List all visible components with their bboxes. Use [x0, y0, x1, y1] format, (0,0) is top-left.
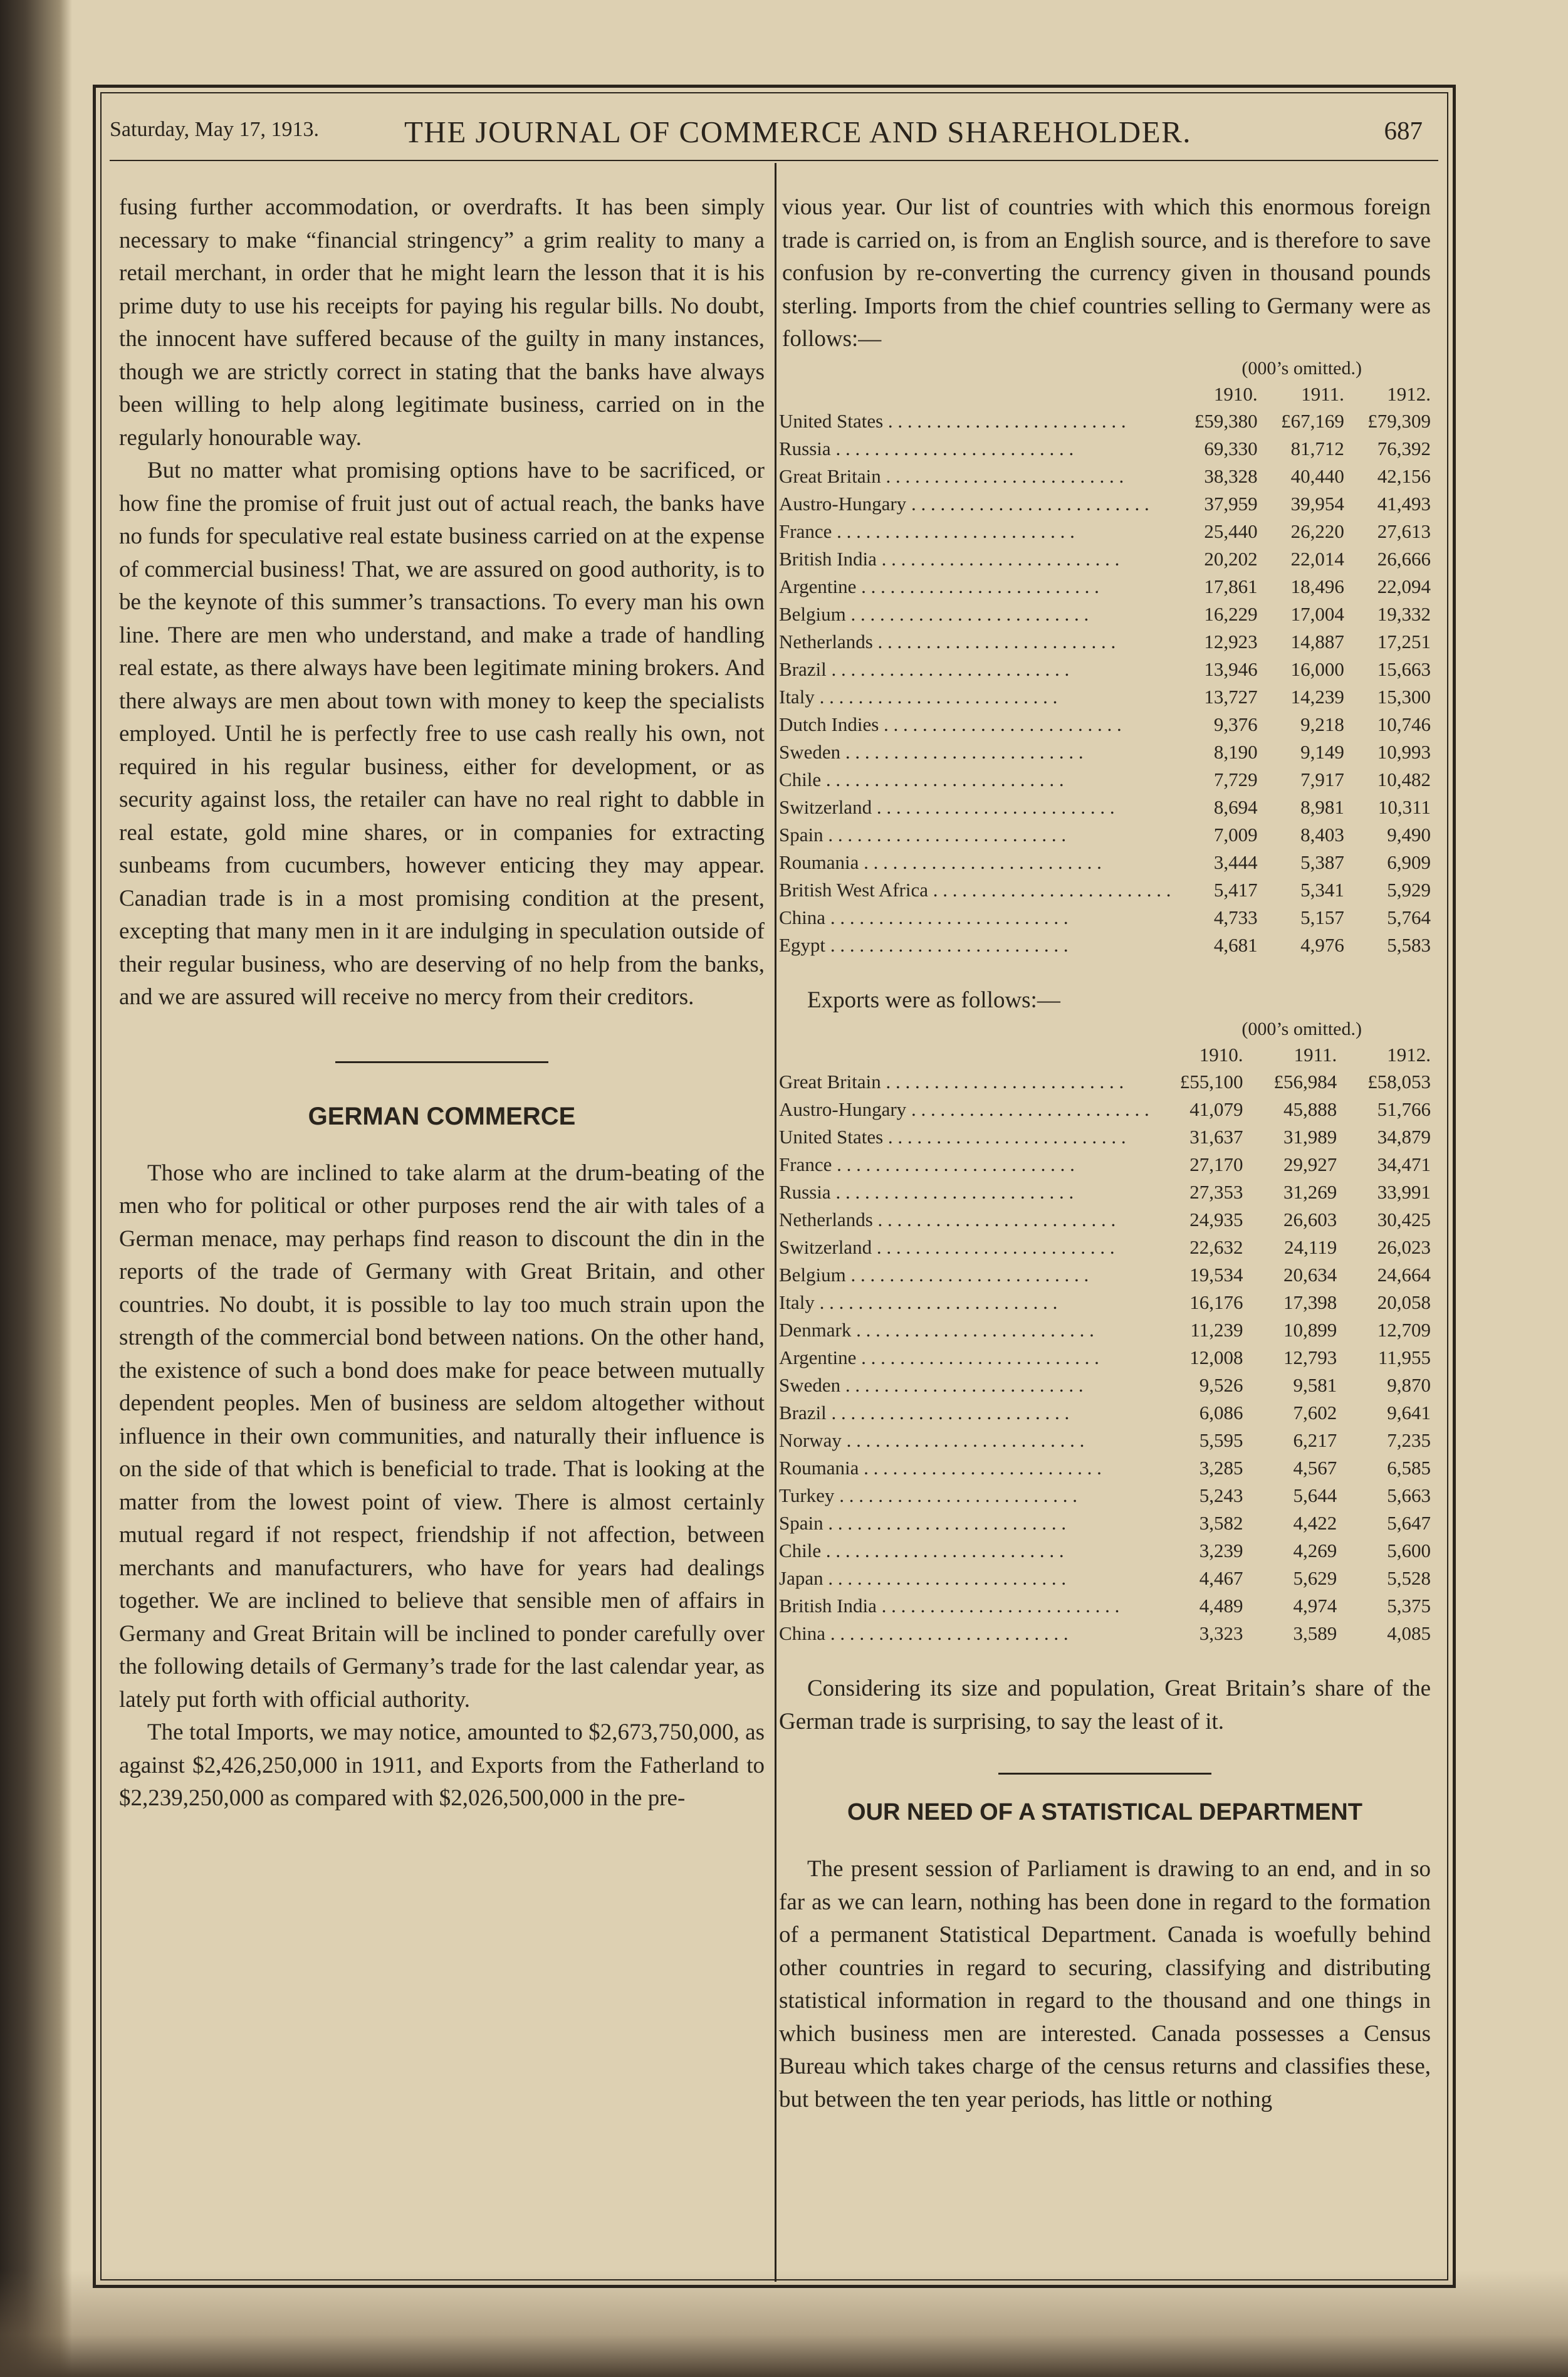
- country-name: Denmark . . . . . . . . . . . . . . . . . . . . . . . . .: [779, 1319, 1094, 1341]
- dot-leader: . . . . . . . . . . . . . . . . . . . . . . . . .: [825, 933, 1069, 956]
- trade-value: 31,989: [1283, 1126, 1337, 1148]
- table-row: [779, 435, 1431, 463]
- trade-value: 3,444: [1213, 851, 1258, 873]
- trade-value: 17,861: [1204, 575, 1258, 597]
- trade-value: 42,156: [1377, 464, 1431, 487]
- country-name: Spain . . . . . . . . . . . . . . . . . . . . . . . . .: [779, 1512, 1067, 1534]
- trade-value: 18,496: [1290, 575, 1344, 597]
- trade-value: 8,694: [1213, 795, 1258, 818]
- trade-value: £59,380: [1194, 409, 1258, 432]
- table-row: [779, 1565, 1431, 1592]
- table-row: [779, 931, 1431, 959]
- article-paragraph: vious year. Our list of countries with which this enormous foreign trade is carried on, is from an English source, and is therefore to save confusion by re-converting the currency given in thousand pounds sterling. Imports from the chief countries selling to Germany were as follows:—: [782, 194, 1431, 352]
- country-name: Roumania . . . . . . . . . . . . . . . . . . . . . . . . .: [779, 1457, 1102, 1479]
- table-row: [779, 794, 1431, 821]
- dot-leader: . . . . . . . . . . . . . . . . . . . . . . . . .: [832, 520, 1075, 542]
- dot-leader: . . . . . . . . . . . . . . . . . . . . . . . . .: [841, 1429, 1085, 1451]
- table-row: [779, 1096, 1431, 1123]
- table-row: [779, 904, 1431, 931]
- trade-value: 51,766: [1377, 1098, 1431, 1120]
- trade-value: 4,489: [1199, 1595, 1243, 1617]
- trade-value: 27,353: [1189, 1181, 1243, 1203]
- book-binding-shadow: [0, 0, 72, 2377]
- country-name: Switzerland . . . . . . . . . . . . . . . . . . . . . . . . .: [779, 1236, 1115, 1258]
- trade-value: 69,330: [1204, 437, 1258, 459]
- dot-leader: . . . . . . . . . . . . . . . . . . . . . . . . .: [834, 1484, 1077, 1506]
- trade-value: 33,991: [1377, 1181, 1431, 1203]
- table-row: [779, 1509, 1431, 1537]
- table-row: [779, 766, 1431, 794]
- table-row: [779, 656, 1431, 683]
- trade-value: £58,053: [1367, 1071, 1431, 1093]
- table-row: [779, 849, 1431, 876]
- table-row: [779, 1344, 1431, 1372]
- country-name: Brazil . . . . . . . . . . . . . . . . . . . . . . . . .: [779, 1402, 1070, 1424]
- trade-value: 31,269: [1283, 1181, 1337, 1203]
- table-row: [779, 1178, 1431, 1206]
- trade-value: 24,119: [1284, 1236, 1337, 1258]
- table-row: [779, 1482, 1431, 1509]
- trade-value: 26,666: [1377, 547, 1431, 570]
- trade-value: 9,218: [1300, 713, 1344, 735]
- trade-value: 8,190: [1213, 740, 1258, 763]
- dot-leader: . . . . . . . . . . . . . . . . . . . . . . . . .: [906, 1098, 1149, 1120]
- dot-leader: . . . . . . . . . . . . . . . . . . . . . . . . .: [906, 492, 1149, 515]
- trade-value: 10,746: [1377, 713, 1431, 735]
- trade-value: 7,917: [1300, 768, 1344, 790]
- trade-value: 17,004: [1290, 602, 1344, 625]
- trade-value: 4,974: [1293, 1595, 1337, 1617]
- trade-value: 3,589: [1293, 1622, 1337, 1644]
- trade-value: 22,014: [1290, 547, 1344, 570]
- country-name: Austro-Hungary . . . . . . . . . . . . . . . . . . . . . . . . .: [779, 492, 1149, 515]
- dot-leader: . . . . . . . . . . . . . . . . . . . . . . . . .: [821, 768, 1064, 790]
- trade-value: 16,229: [1204, 602, 1258, 625]
- dot-leader: . . . . . . . . . . . . . . . . . . . . . . . . .: [876, 1595, 1120, 1617]
- country-name: British West Africa . . . . . . . . . . . . . . . . . . . . . . . . .: [779, 878, 1171, 901]
- dot-leader: . . . . . . . . . . . . . . . . . . . . . . . . .: [814, 685, 1058, 708]
- dot-leader: . . . . . . . . . . . . . . . . . . . . . . . . .: [879, 713, 1122, 735]
- trade-value: 29,927: [1283, 1153, 1337, 1175]
- table-row: [779, 1427, 1431, 1454]
- trade-value: 45,888: [1283, 1098, 1337, 1120]
- country-name: Netherlands . . . . . . . . . . . . . . . . . . . . . . . . .: [779, 630, 1116, 653]
- dot-leader: . . . . . . . . . . . . . . . . . . . . . . . . .: [845, 602, 1089, 625]
- country-name: Brazil . . . . . . . . . . . . . . . . . . . . . . . . .: [779, 658, 1070, 680]
- table-row: [779, 518, 1431, 545]
- imports-table: [779, 381, 1431, 959]
- trade-value: 14,239: [1290, 685, 1344, 708]
- trade-value: 3,323: [1199, 1622, 1243, 1644]
- country-name: Belgium . . . . . . . . . . . . . . . . . . . . . . . . .: [779, 602, 1089, 625]
- country-name: France . . . . . . . . . . . . . . . . . . . . . . . . .: [779, 1153, 1075, 1175]
- year-label: 1912.: [1387, 382, 1431, 405]
- trade-value: 5,341: [1300, 878, 1344, 901]
- trade-value: 6,585: [1387, 1457, 1431, 1479]
- table-row: [779, 1537, 1431, 1565]
- country-name: Belgium . . . . . . . . . . . . . . . . . . . . . . . . .: [779, 1264, 1089, 1286]
- dot-leader: . . . . . . . . . . . . . . . . . . . . . . . . .: [881, 464, 1124, 487]
- trade-value: 4,269: [1293, 1540, 1337, 1561]
- header-rule: [110, 160, 1438, 161]
- trade-value: 11,239: [1190, 1319, 1243, 1341]
- trade-value: 9,870: [1387, 1374, 1431, 1396]
- country-name: United States . . . . . . . . . . . . . . . . . . . . . . . . .: [779, 409, 1126, 432]
- table-row: [779, 711, 1431, 738]
- imports-units-note: (000’s omitted.): [1241, 357, 1362, 379]
- trade-value: 5,157: [1300, 906, 1344, 928]
- table-row: [779, 1454, 1431, 1482]
- country-name: Great Britain . . . . . . . . . . . . . . . . . . . . . . . . .: [779, 1071, 1124, 1093]
- trade-value: 5,417: [1213, 878, 1258, 901]
- country-name: Italy . . . . . . . . . . . . . . . . . . . . . . . . .: [779, 685, 1058, 708]
- section-heading-german-commerce: GERMAN COMMERCE: [308, 1102, 576, 1130]
- trade-value: 27,613: [1377, 520, 1431, 542]
- dot-leader: . . . . . . . . . . . . . . . . . . . . . . . . .: [825, 906, 1069, 928]
- dot-leader: . . . . . . . . . . . . . . . . . . . . . . . . .: [883, 409, 1126, 432]
- column-divider: [775, 163, 776, 2282]
- year-label: 1910.: [1213, 382, 1258, 405]
- country-name: Roumania . . . . . . . . . . . . . . . . . . . . . . . . .: [779, 851, 1102, 873]
- trade-value: 40,440: [1290, 464, 1344, 487]
- trade-value: 9,581: [1293, 1374, 1337, 1396]
- trade-value: 4,567: [1293, 1457, 1337, 1479]
- dot-leader: . . . . . . . . . . . . . . . . . . . . . . . . .: [851, 1319, 1094, 1341]
- article-paragraph: But no matter what promising options have to be sacrificed, or how fine the promise of fruit just out of actual reach, the banks have no funds for speculative real estate business carried on at the expense of commercial business! That, we are assured on good authority, is to be the keynote of this summer’s transactions. To every man his own line. There are men who understand, and make a trade of handling real estate, as there always have been legitimate mining brokers. And there always are men about town with money to keep the specialists employed. Until he is perfectly free to use cash really his own, not required in his regular business, either for development, or as security against loss, the retailer can have no real right to dabble in real estate, gold mine shares, or in companies for extracting sunbeams from cucumbers, however enticing they may appear. Canadian trade is in a most promising condition at the present, excepting that many men in it are indulging in speculation outside of their regular business, who are deserving of no help from the banks, and we are assured will receive no mercy from their creditors.: [119, 458, 765, 1010]
- exports-intro: Exports were as follows:—: [807, 987, 1060, 1013]
- page-number: 687: [1384, 116, 1423, 145]
- trade-value: £55,100: [1179, 1071, 1243, 1093]
- year-header-row: [779, 381, 1431, 407]
- trade-value: 9,641: [1387, 1402, 1431, 1424]
- exports-table: [779, 1042, 1431, 1647]
- trade-value: 26,023: [1377, 1236, 1431, 1258]
- trade-value: 4,733: [1213, 906, 1258, 928]
- trade-value: 24,935: [1189, 1209, 1243, 1230]
- table-row: [779, 463, 1431, 490]
- trade-value: 26,603: [1283, 1209, 1337, 1230]
- trade-value: 17,251: [1377, 630, 1431, 653]
- trade-value: 9,490: [1387, 823, 1431, 846]
- trade-value: 5,375: [1387, 1595, 1431, 1617]
- trade-value: 3,239: [1199, 1540, 1243, 1561]
- trade-value: 20,202: [1204, 547, 1258, 570]
- country-name: Turkey . . . . . . . . . . . . . . . . . . . . . . . . .: [779, 1484, 1077, 1506]
- table-row: [779, 1399, 1431, 1427]
- country-name: France . . . . . . . . . . . . . . . . . . . . . . . . .: [779, 520, 1075, 542]
- exports-units-note: (000’s omitted.): [1241, 1019, 1362, 1039]
- table-row: [779, 738, 1431, 766]
- country-name: Switzerland . . . . . . . . . . . . . . . . . . . . . . . . .: [779, 795, 1115, 818]
- right-column: [779, 191, 1431, 2116]
- country-name: Spain . . . . . . . . . . . . . . . . . . . . . . . . .: [779, 823, 1067, 846]
- dot-leader: . . . . . . . . . . . . . . . . . . . . . . . . .: [823, 823, 1067, 846]
- trade-value: £67,169: [1281, 409, 1344, 432]
- country-name: Netherlands . . . . . . . . . . . . . . . . . . . . . . . . .: [779, 1209, 1116, 1230]
- dot-leader: . . . . . . . . . . . . . . . . . . . . . . . . .: [830, 1181, 1074, 1203]
- section-separator: [998, 1773, 1211, 1775]
- dot-leader: . . . . . . . . . . . . . . . . . . . . . . . . .: [876, 547, 1120, 570]
- table-row: [779, 601, 1431, 628]
- trade-value: 3,285: [1199, 1457, 1243, 1479]
- dot-leader: . . . . . . . . . . . . . . . . . . . . . . . . .: [825, 1622, 1069, 1644]
- dot-leader: . . . . . . . . . . . . . . . . . . . . . . . . .: [872, 630, 1116, 653]
- trade-value: 17,398: [1283, 1291, 1337, 1313]
- trade-value: 6,909: [1387, 851, 1431, 873]
- country-name: China . . . . . . . . . . . . . . . . . . . . . . . . .: [779, 906, 1069, 928]
- section-heading-statistical-department: OUR NEED OF A STATISTICAL DEPARTMENT: [847, 1799, 1362, 1825]
- trade-value: 22,632: [1189, 1236, 1243, 1258]
- trade-value: 20,634: [1283, 1264, 1337, 1286]
- trade-value: 5,600: [1387, 1540, 1431, 1561]
- trade-value: 4,085: [1387, 1622, 1431, 1644]
- year-label: 1910.: [1199, 1044, 1243, 1066]
- left-column: [119, 191, 765, 1815]
- trade-value: 25,440: [1204, 520, 1258, 542]
- trade-value: 5,644: [1293, 1484, 1337, 1506]
- issue-date: Saturday, May 17, 1913.: [110, 118, 319, 141]
- country-name: Argentine . . . . . . . . . . . . . . . . . . . . . . . . .: [779, 575, 1099, 597]
- table-row: [779, 1123, 1431, 1151]
- table-row: [779, 683, 1431, 711]
- trade-value: 41,493: [1377, 492, 1431, 515]
- table-row: [779, 1261, 1431, 1289]
- trade-value: 41,079: [1189, 1098, 1243, 1120]
- trade-value: 12,793: [1283, 1346, 1337, 1368]
- dot-leader: . . . . . . . . . . . . . . . . . . . . . . . . .: [840, 1374, 1084, 1396]
- trade-value: 31,637: [1189, 1126, 1243, 1148]
- country-name: United States . . . . . . . . . . . . . . . . . . . . . . . . .: [779, 1126, 1126, 1148]
- dot-leader: . . . . . . . . . . . . . . . . . . . . . . . . .: [830, 437, 1074, 459]
- trade-value: 10,899: [1283, 1319, 1337, 1341]
- article-paragraph: fusing further accommodation, or overdrafts. It has been simply necessary to make “financial stringency” a grim reality to many a retail merchant, in order that he might learn the lesson that it is his prime duty to use his receipts for paying his regular bills. No doubt, the innocent have suffered because of the guilty in many instances, though we are strictly correct in stating that the banks have always been willing to help along legitimate business, carried on in the regularly honourable way.: [119, 194, 765, 451]
- trade-value: 16,000: [1290, 658, 1344, 680]
- trade-value: 10,482: [1377, 768, 1431, 790]
- trade-value: 5,929: [1387, 878, 1431, 901]
- trade-value: 5,629: [1293, 1567, 1337, 1589]
- trade-value: 9,376: [1213, 713, 1258, 735]
- dot-leader: . . . . . . . . . . . . . . . . . . . . . . . . .: [856, 1346, 1099, 1368]
- trade-value: 5,583: [1387, 933, 1431, 956]
- trade-value: 7,235: [1387, 1429, 1431, 1451]
- trade-value: 4,976: [1300, 933, 1344, 956]
- trade-value: 39,954: [1290, 492, 1344, 515]
- trade-value: 10,993: [1377, 740, 1431, 763]
- trade-value: 10,311: [1377, 795, 1431, 818]
- trade-value: 12,923: [1204, 630, 1258, 653]
- year-label: 1911.: [1301, 382, 1344, 405]
- trade-value: 22,094: [1377, 575, 1431, 597]
- dot-leader: . . . . . . . . . . . . . . . . . . . . . . . . .: [856, 575, 1099, 597]
- trade-value: 12,709: [1377, 1319, 1431, 1341]
- trade-value: 15,300: [1377, 685, 1431, 708]
- country-name: British India . . . . . . . . . . . . . . . . . . . . . . . . .: [779, 547, 1120, 570]
- article-paragraph: The total Imports, we may notice, amounted to $2,673,750,000, as against $2,426,250,000 in 1911, and Exports from the Fatherland to $2,239,250,000 as compared with $2,026,500,000 in the pre-: [119, 1719, 765, 1811]
- table-row: [779, 1289, 1431, 1316]
- trade-value: 26,220: [1290, 520, 1344, 542]
- table-row: [779, 1151, 1431, 1178]
- trade-value: 4,422: [1293, 1512, 1337, 1534]
- table-row: [779, 1316, 1431, 1344]
- table-row: [779, 876, 1431, 904]
- year-label: 1911.: [1294, 1044, 1337, 1066]
- table-row: [779, 407, 1431, 435]
- dot-leader: . . . . . . . . . . . . . . . . . . . . . . . . .: [814, 1291, 1058, 1313]
- trade-value: 38,328: [1204, 464, 1258, 487]
- country-name: Argentine . . . . . . . . . . . . . . . . . . . . . . . . .: [779, 1346, 1099, 1368]
- trade-value: 20,058: [1377, 1291, 1431, 1313]
- trade-value: 19,534: [1189, 1264, 1243, 1286]
- country-name: Italy . . . . . . . . . . . . . . . . . . . . . . . . .: [779, 1291, 1058, 1313]
- table-row: [779, 821, 1431, 849]
- country-name: British India . . . . . . . . . . . . . . . . . . . . . . . . .: [779, 1595, 1120, 1617]
- dot-leader: . . . . . . . . . . . . . . . . . . . . . . . . .: [821, 1540, 1064, 1561]
- trade-value: 9,526: [1199, 1374, 1243, 1396]
- trade-value: 7,729: [1213, 768, 1258, 790]
- trade-value: 81,712: [1290, 437, 1344, 459]
- trade-value: 6,217: [1293, 1429, 1337, 1451]
- trade-value: 6,086: [1199, 1402, 1243, 1424]
- article-paragraph: Those who are inclined to take alarm at the drum-beating of the men who for political or other purposes rend the air with tales of a German menace, may perhaps find reason to discount the din in the reports of the trade of Germany with Great Britain, and other countries. No doubt, it is possible to lay too much strain upon the strength of the commercial bond between nations. On the other hand, the existence of such a bond does make for peace between mutually dependent peoples. Men of business are seldom altogether without influence in their own communities, and naturally their influence is on the side of that which is beneficial to trade. That is looking at the matter from the lowest point of view. There is almost certainly mutual regard if not respect, friendship if not affection, between merchants and manufacturers, who have for years had dealings together. We are inclined to believe that sensible men of affairs in Germany and Great Britain will be inclined to ponder carefully over the following details of Germany’s trade for the last calendar year, as lately put forth with official authority.: [119, 1160, 765, 1713]
- trade-value: 5,528: [1387, 1567, 1431, 1589]
- trade-value: 4,681: [1213, 933, 1258, 956]
- trade-value: 5,647: [1387, 1512, 1431, 1534]
- year-header-row: [779, 1042, 1431, 1068]
- trade-value: 4,467: [1199, 1567, 1243, 1589]
- trade-value: 7,602: [1293, 1402, 1337, 1424]
- country-name: Chile . . . . . . . . . . . . . . . . . . . . . . . . .: [779, 1540, 1064, 1561]
- trade-value: 11,955: [1377, 1346, 1431, 1368]
- table-row: [779, 545, 1431, 573]
- country-name: Norway . . . . . . . . . . . . . . . . . . . . . . . . .: [779, 1429, 1085, 1451]
- table-row: [779, 1372, 1431, 1399]
- trade-value: 5,764: [1387, 906, 1431, 928]
- country-name: Chile . . . . . . . . . . . . . . . . . . . . . . . . .: [779, 768, 1064, 790]
- trade-value: 34,879: [1377, 1126, 1431, 1148]
- trade-value: 5,663: [1387, 1484, 1431, 1506]
- section-separator: [335, 1061, 548, 1063]
- trade-value: 7,009: [1213, 823, 1258, 846]
- trade-value: 9,149: [1300, 740, 1344, 763]
- trade-value: 34,471: [1377, 1153, 1431, 1175]
- dot-leader: . . . . . . . . . . . . . . . . . . . . . . . . .: [840, 740, 1084, 763]
- table-row: [779, 490, 1431, 518]
- dot-leader: . . . . . . . . . . . . . . . . . . . . . . . . .: [859, 1457, 1102, 1479]
- dot-leader: . . . . . . . . . . . . . . . . . . . . . . . . .: [826, 1402, 1070, 1424]
- running-header: [110, 105, 1438, 155]
- article-paragraph: Considering its size and population, Great Britain’s share of the German trade is surprising, to say the least of it.: [779, 1676, 1431, 1734]
- trade-value: 5,387: [1300, 851, 1344, 873]
- country-name: Dutch Indies . . . . . . . . . . . . . . . . . . . . . . . . .: [779, 713, 1122, 735]
- trade-value: 76,392: [1377, 437, 1431, 459]
- dot-leader: . . . . . . . . . . . . . . . . . . . . . . . . .: [872, 795, 1115, 818]
- trade-value: 15,663: [1377, 658, 1431, 680]
- trade-value: 24,664: [1377, 1264, 1431, 1286]
- country-name: Sweden . . . . . . . . . . . . . . . . . . . . . . . . .: [779, 740, 1084, 763]
- country-name: Austro-Hungary . . . . . . . . . . . . . . . . . . . . . . . . .: [779, 1098, 1149, 1120]
- trade-value: 30,425: [1377, 1209, 1431, 1230]
- dot-leader: . . . . . . . . . . . . . . . . . . . . . . . . .: [928, 878, 1171, 901]
- trade-value: £79,309: [1367, 409, 1431, 432]
- dot-leader: . . . . . . . . . . . . . . . . . . . . . . . . .: [859, 851, 1102, 873]
- dot-leader: . . . . . . . . . . . . . . . . . . . . . . . . .: [823, 1512, 1067, 1534]
- country-name: Russia . . . . . . . . . . . . . . . . . . . . . . . . .: [779, 437, 1074, 459]
- dot-leader: . . . . . . . . . . . . . . . . . . . . . . . . .: [826, 658, 1070, 680]
- table-row: [779, 1068, 1431, 1096]
- country-name: Russia . . . . . . . . . . . . . . . . . . . . . . . . .: [779, 1181, 1074, 1203]
- trade-value: 27,170: [1189, 1153, 1243, 1175]
- country-name: Egypt . . . . . . . . . . . . . . . . . . . . . . . . .: [779, 933, 1069, 956]
- table-row: [779, 1592, 1431, 1620]
- trade-value: £56,984: [1273, 1071, 1337, 1093]
- dot-leader: . . . . . . . . . . . . . . . . . . . . . . . . .: [883, 1126, 1126, 1148]
- dot-leader: . . . . . . . . . . . . . . . . . . . . . . . . .: [832, 1153, 1075, 1175]
- dot-leader: . . . . . . . . . . . . . . . . . . . . . . . . .: [872, 1236, 1115, 1258]
- dot-leader: . . . . . . . . . . . . . . . . . . . . . . . . .: [845, 1264, 1089, 1286]
- trade-value: 37,959: [1204, 492, 1258, 515]
- country-name: Great Britain . . . . . . . . . . . . . . . . . . . . . . . . .: [779, 464, 1124, 487]
- dot-leader: . . . . . . . . . . . . . . . . . . . . . . . . .: [881, 1071, 1124, 1093]
- table-row: [779, 573, 1431, 601]
- journal-title: THE JOURNAL OF COMMERCE AND SHAREHOLDER.: [404, 115, 1192, 149]
- article-paragraph: The present session of Parliament is drawing to an end, and in so far as we can learn, nothing has been done in regard to the formation of a permanent Statistical Department. Canada is woefully behind other countries in regard to securing, classifying and distributing statistical information in regard to the thousand and one things in which business men are interested. Canada possesses a Census Bureau which takes charge of the census returns and classifies these, but between the ten year periods, has little or nothing: [779, 1856, 1431, 2112]
- table-row: [779, 628, 1431, 656]
- table-row: [779, 1206, 1431, 1234]
- trade-value: 14,887: [1290, 630, 1344, 653]
- trade-value: 5,243: [1199, 1484, 1243, 1506]
- country-name: Japan . . . . . . . . . . . . . . . . . . . . . . . . .: [779, 1567, 1067, 1589]
- trade-value: 8,981: [1300, 795, 1344, 818]
- year-label: 1912.: [1387, 1044, 1431, 1066]
- trade-value: 12,008: [1189, 1346, 1243, 1368]
- country-name: China . . . . . . . . . . . . . . . . . . . . . . . . .: [779, 1622, 1069, 1644]
- trade-value: 3,582: [1199, 1512, 1243, 1534]
- table-row: [779, 1234, 1431, 1261]
- country-name: Sweden . . . . . . . . . . . . . . . . . . . . . . . . .: [779, 1374, 1084, 1396]
- dot-leader: . . . . . . . . . . . . . . . . . . . . . . . . .: [823, 1567, 1067, 1589]
- trade-value: 19,332: [1377, 602, 1431, 625]
- trade-value: 13,946: [1204, 658, 1258, 680]
- trade-value: 5,595: [1199, 1429, 1243, 1451]
- trade-value: 13,727: [1204, 685, 1258, 708]
- trade-value: 8,403: [1300, 823, 1344, 846]
- dot-leader: . . . . . . . . . . . . . . . . . . . . . . . . .: [872, 1209, 1116, 1230]
- table-row: [779, 1620, 1431, 1647]
- trade-value: 16,176: [1189, 1291, 1243, 1313]
